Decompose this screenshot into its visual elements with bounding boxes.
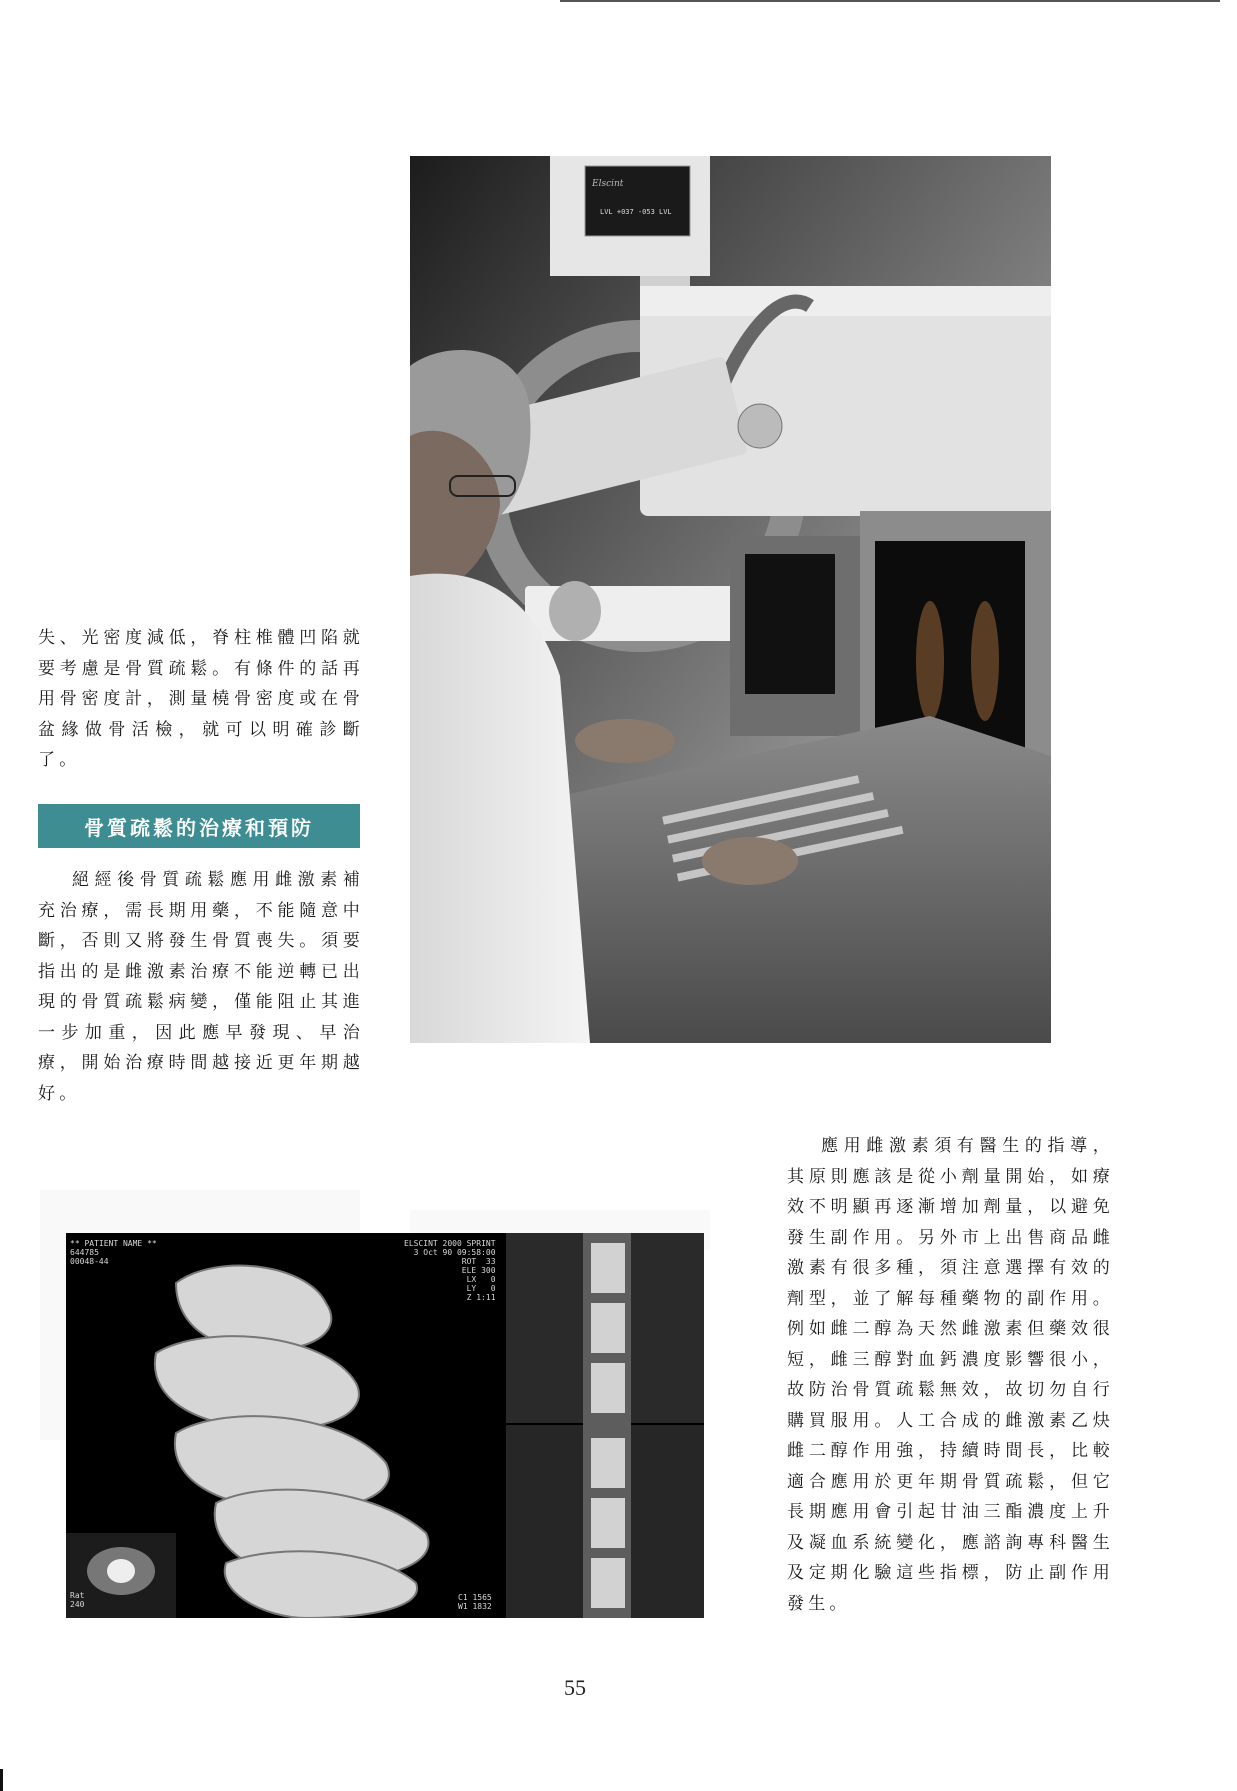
- ct-illustration: [66, 1233, 704, 1618]
- top-rule: [560, 0, 1220, 2]
- ct-scanner-info: ELSCINT 2000 SPRINT 3 Oct 90 09:58:00 ROT 33 ELE 300 LX 0 LY 0 Z 1:11: [404, 1239, 496, 1302]
- ct-window-values: C1 1565 W1 1832: [458, 1593, 492, 1611]
- device-brand-label: Elscint: [592, 179, 624, 189]
- ct-patient-info: ** PATIENT NAME ** 644785 00048-44: [70, 1239, 157, 1266]
- ct-corner-label: Rat 240: [70, 1591, 85, 1609]
- photo-illustration: [410, 156, 1051, 1043]
- ct-spine-scan-image: [66, 1233, 704, 1618]
- section-heading: 骨質疏鬆的治療和預防: [38, 804, 360, 848]
- paragraph-intro: 失、光密度減低，脊柱椎體凹陷就要考慮是骨質疏鬆。有條件的話再用骨密度計，測量橈骨密度或在骨盆緣做骨活檢，就可以明確診斷了。: [38, 628, 364, 770]
- page-number: 55: [564, 1675, 586, 1700]
- device-display-readout: LVL +037 -053 LVL: [600, 208, 672, 216]
- doctor-densitometer-photo: [410, 156, 1051, 1043]
- crop-mark: [0, 1769, 3, 1791]
- paragraph-treatment: 絕經後骨質疏鬆應用雌激素補充治療，需長期用藥，不能隨意中斷，否則又將發生骨質喪失。須要指出的是雌激素治療不能逆轉已出現的骨質疏鬆病變，僅能阻止其進一步加重，因此應早發現、早治療，開始治療時間越接近更年期越好。: [38, 870, 364, 1104]
- paragraph-guidance: 應用雌激素須有醫生的指導，其原則應該是從小劑量開始，如療效不明顯再逐漸增加劑量，以避免發生副作用。另外市上出售商品雌激素有很多種，須注意選擇有效的劑型，並了解每種藥物的副作用。例如雌二醇為天然雌激素但藥效很短，雌三醇對血鈣濃度影響很小，故防治骨質疏鬆無效，故切勿自行購買服用。人工合成的雌激素乙炔雌二醇作用強，持續時間長，比較適合應用於更年期骨質疏鬆，但它長期應用會引起甘油三酯濃度上升及凝血系統變化，應諮詢專科醫生及定期化驗這些指標，防止副作用發生。: [787, 1136, 1114, 1614]
